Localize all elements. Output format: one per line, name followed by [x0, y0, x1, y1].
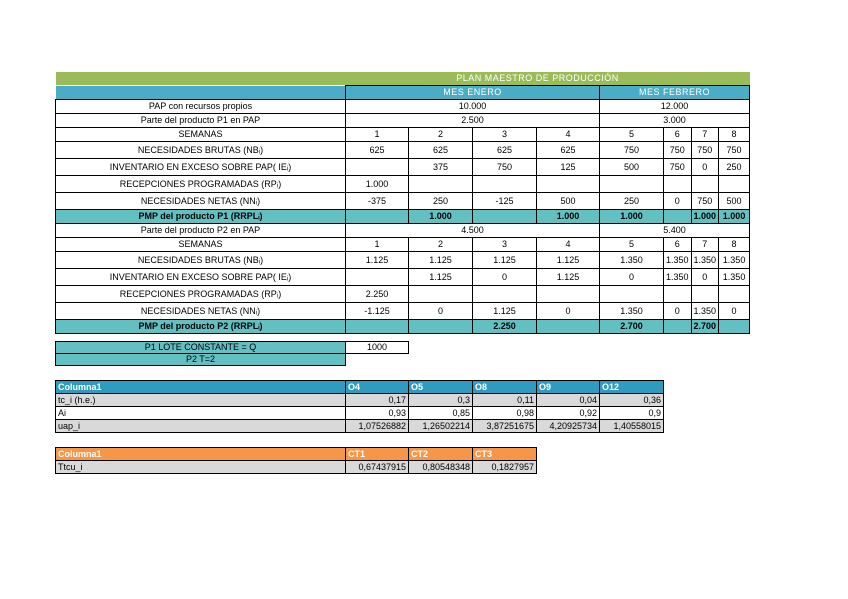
pmp-cell: 1.000: [600, 210, 664, 224]
pmp-cell: [537, 320, 600, 334]
pmp-cell: [346, 320, 409, 334]
value-cell: 750: [473, 159, 537, 176]
value-cell: 4,20925734: [537, 420, 600, 433]
value-cell: 0: [664, 303, 692, 320]
value-cell: 625: [346, 142, 409, 159]
value-cell: 0,80548348: [409, 461, 473, 474]
row-label: NECESIDADES NETAS (NNᵢ): [56, 303, 346, 320]
value-cell: [537, 286, 600, 303]
column-header: O5: [409, 381, 473, 394]
value-cell: 1.350: [664, 252, 692, 269]
pap-label: PAP con recursos propios: [56, 100, 346, 114]
value-cell: 1.000: [346, 176, 409, 193]
month-header-blank: [56, 86, 346, 100]
ct-table: [55, 447, 537, 474]
value-cell: 375: [409, 159, 473, 176]
week-cell: 5: [600, 238, 664, 252]
value-cell: 0,36: [600, 394, 664, 407]
value-cell: 750: [719, 142, 750, 159]
pmp-cell: [409, 320, 473, 334]
pap-febrero: 12.000: [600, 100, 750, 114]
value-cell: 250: [409, 193, 473, 210]
value-cell: 750: [664, 142, 692, 159]
value-cell: 500: [600, 159, 664, 176]
value-cell: 500: [537, 193, 600, 210]
pmp-cell: [719, 320, 750, 334]
week-cell: 8: [719, 128, 750, 142]
pmp-cell: 2.700: [691, 320, 719, 334]
value-cell: 1.125: [537, 252, 600, 269]
week-cell: 1: [346, 238, 409, 252]
plan-row: [56, 159, 750, 176]
master-production-plan: [55, 72, 750, 334]
column-header: CT1: [346, 448, 409, 461]
value-cell: 0: [691, 269, 719, 286]
row-label: RECEPCIONES PROGRAMADAS (RPᵢ): [56, 286, 346, 303]
value-cell: 1.125: [346, 252, 409, 269]
value-cell: 1,07526882: [346, 420, 409, 433]
value-cell: 1.125: [537, 269, 600, 286]
p2-part-enero: 4.500: [346, 224, 600, 238]
value-cell: 1.350: [719, 269, 750, 286]
plan-row: [56, 142, 750, 159]
value-cell: 0: [719, 303, 750, 320]
p2-part-label: Parte del producto P2 en PAP: [56, 224, 346, 238]
value-cell: 0,85: [409, 407, 473, 420]
value-cell: 625: [409, 142, 473, 159]
pmp-cell: [664, 320, 692, 334]
p1-weeks-row: [56, 128, 750, 142]
pmp-cell: [346, 210, 409, 224]
pmp-cell: [473, 210, 537, 224]
week-cell: 1: [346, 128, 409, 142]
value-cell: 0,11: [473, 394, 537, 407]
table-row: [56, 461, 537, 474]
value-cell: 0: [409, 303, 473, 320]
value-cell: 625: [537, 142, 600, 159]
week-cell: 4: [537, 128, 600, 142]
value-cell: [719, 176, 750, 193]
table-row: [56, 420, 664, 433]
value-cell: 0,92: [537, 407, 600, 420]
value-cell: 1.125: [473, 252, 537, 269]
value-cell: [473, 176, 537, 193]
plan-row: [56, 193, 750, 210]
pmp-cell: [664, 210, 692, 224]
value-cell: 750: [600, 142, 664, 159]
pap-enero: 10.000: [346, 100, 600, 114]
p2-lot-label: P2 T=2: [56, 354, 346, 366]
value-cell: 1.125: [473, 303, 537, 320]
value-cell: 0: [600, 269, 664, 286]
week-cell: 5: [600, 128, 664, 142]
value-cell: 0: [473, 269, 537, 286]
value-cell: [409, 176, 473, 193]
column-header: O4: [346, 381, 409, 394]
value-cell: 0: [691, 159, 719, 176]
plan-row: [56, 176, 750, 193]
p1-part-febrero: 3.000: [600, 114, 750, 128]
p1-part-label: Parte del producto P1 en PAP: [56, 114, 346, 128]
value-cell: 0: [664, 193, 692, 210]
plan-row: [56, 303, 750, 320]
month-enero: MES ENERO: [346, 86, 600, 100]
week-cell: 3: [473, 128, 537, 142]
p2-pmp-row: [56, 320, 750, 334]
value-cell: [600, 286, 664, 303]
week-cell: 4: [537, 238, 600, 252]
column-header: O12: [600, 381, 664, 394]
value-cell: 0,17: [346, 394, 409, 407]
plan-row: [56, 269, 750, 286]
value-cell: 1.350: [691, 303, 719, 320]
column-header: CT2: [409, 448, 473, 461]
value-cell: 0,67437915: [346, 461, 409, 474]
row-label: INVENTARIO EN EXCESO SOBRE PAP( IEᵢ): [56, 269, 346, 286]
pmp-cell: 2.700: [600, 320, 664, 334]
value-cell: 1.350: [664, 269, 692, 286]
value-cell: [691, 176, 719, 193]
pmp-label: PMP del producto P2 (RRPLᵢ): [56, 320, 346, 334]
pmp-cell: 1.000: [409, 210, 473, 224]
plan-title: PLAN MAESTRO DE PRODUCCIÓN: [56, 72, 750, 86]
value-cell: 0,1827957: [473, 461, 537, 474]
row-label: uap_i: [56, 420, 346, 433]
week-cell: 2: [409, 128, 473, 142]
value-cell: [346, 269, 409, 286]
week-cell: 6: [664, 128, 692, 142]
value-cell: 250: [600, 193, 664, 210]
p1-part-enero: 2.500: [346, 114, 600, 128]
column-header: Columna1: [56, 448, 346, 461]
value-cell: [537, 176, 600, 193]
value-cell: -375: [346, 193, 409, 210]
value-cell: [664, 286, 692, 303]
pmp-cell: 1.000: [691, 210, 719, 224]
p2-lot-blank: [346, 354, 409, 366]
row-label: tc_i (h.e.): [56, 394, 346, 407]
row-label: RECEPCIONES PROGRAMADAS (RPᵢ): [56, 176, 346, 193]
value-cell: 1.125: [409, 252, 473, 269]
column-header: Columna1: [56, 381, 346, 394]
p1-lot-value: 1000: [346, 342, 409, 354]
p2-weeks-row: [56, 238, 750, 252]
lot-size-table: [55, 341, 409, 366]
column-header: O9: [537, 381, 600, 394]
weeks-label: SEMANAS: [56, 128, 346, 142]
table-row: [56, 407, 664, 420]
value-cell: 1.125: [409, 269, 473, 286]
value-cell: 1.350: [719, 252, 750, 269]
value-cell: 1.350: [600, 303, 664, 320]
value-cell: [664, 176, 692, 193]
value-cell: [719, 286, 750, 303]
plan-row: [56, 252, 750, 269]
value-cell: [346, 159, 409, 176]
value-cell: 0,93: [346, 407, 409, 420]
value-cell: 750: [664, 159, 692, 176]
row-label: Ttcu_i: [56, 461, 346, 474]
value-cell: -125: [473, 193, 537, 210]
value-cell: 0,98: [473, 407, 537, 420]
week-cell: 7: [691, 128, 719, 142]
row-label: NECESIDADES NETAS (NNᵢ): [56, 193, 346, 210]
week-cell: 6: [664, 238, 692, 252]
value-cell: 0,04: [537, 394, 600, 407]
value-cell: 0: [537, 303, 600, 320]
header-row: [56, 448, 537, 461]
pmp-label: PMP del producto P1 (RRPLᵢ): [56, 210, 346, 224]
value-cell: [409, 286, 473, 303]
row-label: NECESIDADES BRUTAS (NBᵢ): [56, 142, 346, 159]
value-cell: 1.350: [600, 252, 664, 269]
week-cell: 3: [473, 238, 537, 252]
week-cell: 2: [409, 238, 473, 252]
table-row: [56, 394, 664, 407]
value-cell: 500: [719, 193, 750, 210]
value-cell: 3,87251675: [473, 420, 537, 433]
weeks-label: SEMANAS: [56, 238, 346, 252]
week-cell: 7: [691, 238, 719, 252]
column-header: CT3: [473, 448, 537, 461]
value-cell: 250: [719, 159, 750, 176]
p2-part-febrero: 5.400: [600, 224, 750, 238]
month-febrero: MES FEBRERO: [600, 86, 750, 100]
value-cell: -1.125: [346, 303, 409, 320]
value-cell: 750: [691, 193, 719, 210]
value-cell: 1,26502214: [409, 420, 473, 433]
pmp-cell: 1.000: [537, 210, 600, 224]
value-cell: 625: [473, 142, 537, 159]
row-label: Ai: [56, 407, 346, 420]
value-cell: 0,3: [409, 394, 473, 407]
value-cell: 125: [537, 159, 600, 176]
p1-pmp-row: [56, 210, 750, 224]
column-header: O8: [473, 381, 537, 394]
value-cell: 2.250: [346, 286, 409, 303]
pmp-cell: 2.250: [473, 320, 537, 334]
value-cell: 1.350: [691, 252, 719, 269]
value-cell: [473, 286, 537, 303]
header-row: [56, 381, 664, 394]
orders-table: [55, 380, 664, 433]
pmp-cell: 1.000: [719, 210, 750, 224]
plan-row: [56, 286, 750, 303]
row-label: INVENTARIO EN EXCESO SOBRE PAP( IEᵢ): [56, 159, 346, 176]
value-cell: 0,9: [600, 407, 664, 420]
value-cell: 1,40558015: [600, 420, 664, 433]
p1-lot-label: P1 LOTE CONSTANTE = Q: [56, 342, 346, 354]
value-cell: 750: [691, 142, 719, 159]
value-cell: [691, 286, 719, 303]
row-label: NECESIDADES BRUTAS (NBᵢ): [56, 252, 346, 269]
value-cell: [600, 176, 664, 193]
week-cell: 8: [719, 238, 750, 252]
